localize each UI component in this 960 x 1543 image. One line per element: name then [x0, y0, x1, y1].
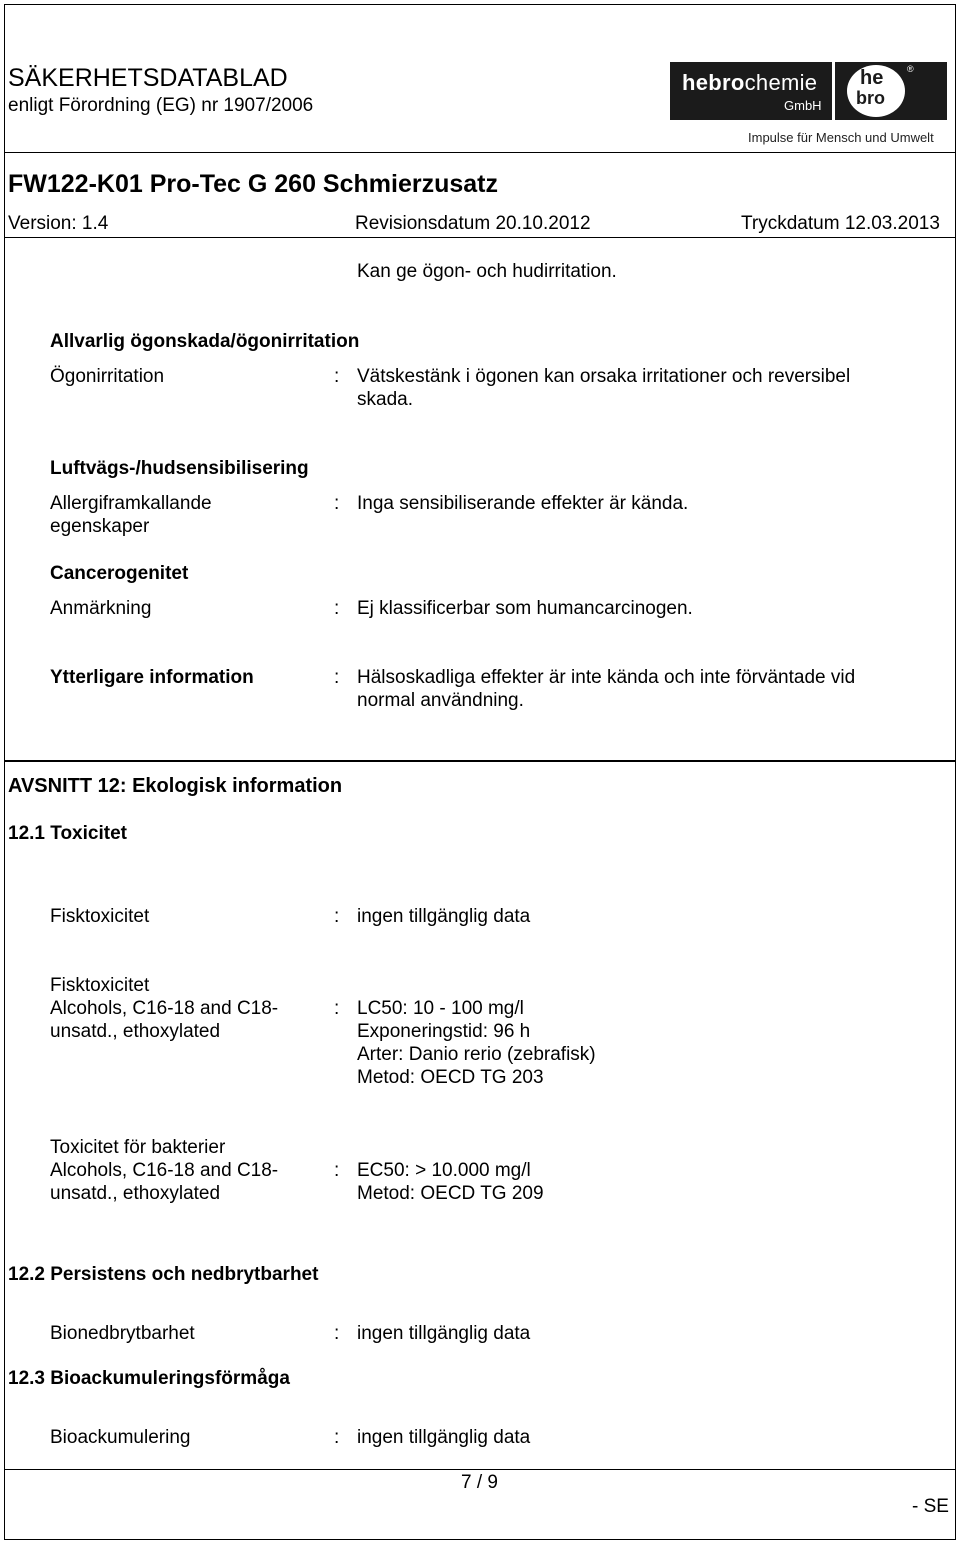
bacteria-toxicity-colon: : — [334, 1160, 340, 1181]
further-info-label: Ytterligare information — [50, 667, 254, 688]
revision-date: Revisionsdatum 20.10.2012 — [355, 213, 591, 234]
header-divider-bottom — [4, 237, 956, 238]
document-title: SÄKERHETSDATABLAD — [8, 64, 288, 92]
eye-value-line2: skada. — [357, 389, 413, 410]
bacteria-toxicity-value-line1: EC50: > 10.000 mg/l — [357, 1160, 531, 1181]
biodegradability-colon: : — [334, 1323, 340, 1344]
carcinogenicity-label: Anmärkning — [50, 598, 152, 619]
hebrochemie-logo — [670, 62, 947, 120]
eye-label: Ögonirritation — [50, 366, 165, 387]
bacteria-toxicity-label-line1: Toxicitet för bakterier — [50, 1137, 226, 1158]
carcinogenicity-value: Ej klassificerbar som humancarcinogen. — [357, 598, 693, 619]
carcinogenicity-heading: Cancerogenitet — [50, 563, 189, 584]
bacteria-toxicity-value-line2: Metod: OECD TG 209 — [357, 1183, 544, 1204]
bioaccumulation-colon: : — [334, 1427, 340, 1448]
toxicity-heading: 12.1 Toxicitet — [8, 823, 127, 844]
logo-tagline: Impulse für Mensch und Umwelt — [748, 130, 934, 145]
fish-toxicity2-colon: : — [334, 998, 340, 1019]
sensitization-heading: Luftvägs-/hudsensibilisering — [50, 458, 309, 479]
version-text: Version: 1.4 — [8, 213, 109, 234]
header-divider-top — [4, 152, 956, 153]
fish-toxicity2-value-line1: LC50: 10 - 100 mg/l — [357, 998, 524, 1019]
bioaccumulation-value: ingen tillgänglig data — [357, 1427, 531, 1448]
eye-heading: Allvarlig ögonskada/ögonirritation — [50, 331, 360, 352]
sensitization-colon: : — [334, 493, 340, 514]
regulation-text: enligt Förordning (EG) nr 1907/2006 — [8, 95, 314, 116]
fish-toxicity-colon: : — [334, 906, 340, 927]
logo-mark-bottom: bro — [856, 88, 885, 108]
bioaccumulation-heading: 12.3 Bioackumuleringsförmåga — [8, 1368, 290, 1389]
biodegradability-value: ingen tillgänglig data — [357, 1323, 531, 1344]
fish-toxicity2-label-line3: unsatd., ethoxylated — [50, 1021, 221, 1042]
sensitization-label-line1: Allergiframkallande — [50, 493, 212, 514]
eye-value-line1: Vätskestänk i ögonen kan orsaka irritationer och reversibel — [357, 366, 851, 387]
fish-toxicity-value: ingen tillgänglig data — [357, 906, 531, 927]
sensitization-value: Inga sensibiliserande effekter är kända. — [357, 493, 689, 514]
bacteria-toxicity-label-line2: Alcohols, C16-18 and C18- — [50, 1160, 279, 1181]
further-info-value-line2: normal användning. — [357, 690, 524, 711]
logo-wordmark: hebrochemie — [682, 70, 818, 95]
continuation-text: Kan ge ögon- och hudirritation. — [357, 261, 617, 282]
print-date: Tryckdatum 12.03.2013 — [741, 213, 940, 234]
section-divider — [4, 760, 956, 762]
logo-suffix: GmbH — [784, 98, 822, 113]
language-code: - SE — [912, 1496, 949, 1517]
biodegradability-label: Bionedbrytbarhet — [50, 1323, 195, 1344]
fish-toxicity2-label-line1: Fisktoxicitet — [50, 975, 150, 996]
further-info-value-line1: Hälsoskadliga effekter är inte kända och inte förväntade vid — [357, 667, 856, 688]
page-number: 7 / 9 — [461, 1472, 498, 1493]
bacteria-toxicity-label-line3: unsatd., ethoxylated — [50, 1183, 221, 1204]
eye-colon: : — [334, 366, 340, 387]
fish-toxicity2-value-line2: Exponeringstid: 96 h — [357, 1021, 531, 1042]
fish-toxicity2-value-line3: Arter: Danio rerio (zebrafisk) — [357, 1044, 596, 1065]
fish-toxicity-label: Fisktoxicitet — [50, 906, 150, 927]
carcinogenicity-colon: : — [334, 598, 340, 619]
logo-mark-top: he — [860, 67, 884, 89]
footer-divider — [4, 1469, 956, 1470]
product-name: FW122-K01 Pro-Tec G 260 Schmierzusatz — [8, 170, 498, 198]
section12-title: AVSNITT 12: Ekologisk information — [8, 775, 343, 797]
further-info-colon: : — [334, 667, 340, 688]
persistence-heading: 12.2 Persistens och nedbrytbarhet — [8, 1264, 319, 1285]
fish-toxicity2-label-line2: Alcohols, C16-18 and C18- — [50, 998, 279, 1019]
registered-mark: ® — [907, 64, 914, 74]
bioaccumulation-label: Bioackumulering — [50, 1427, 191, 1448]
sensitization-label-line2: egenskaper — [50, 516, 150, 537]
fish-toxicity2-value-line4: Metod: OECD TG 203 — [357, 1067, 544, 1088]
